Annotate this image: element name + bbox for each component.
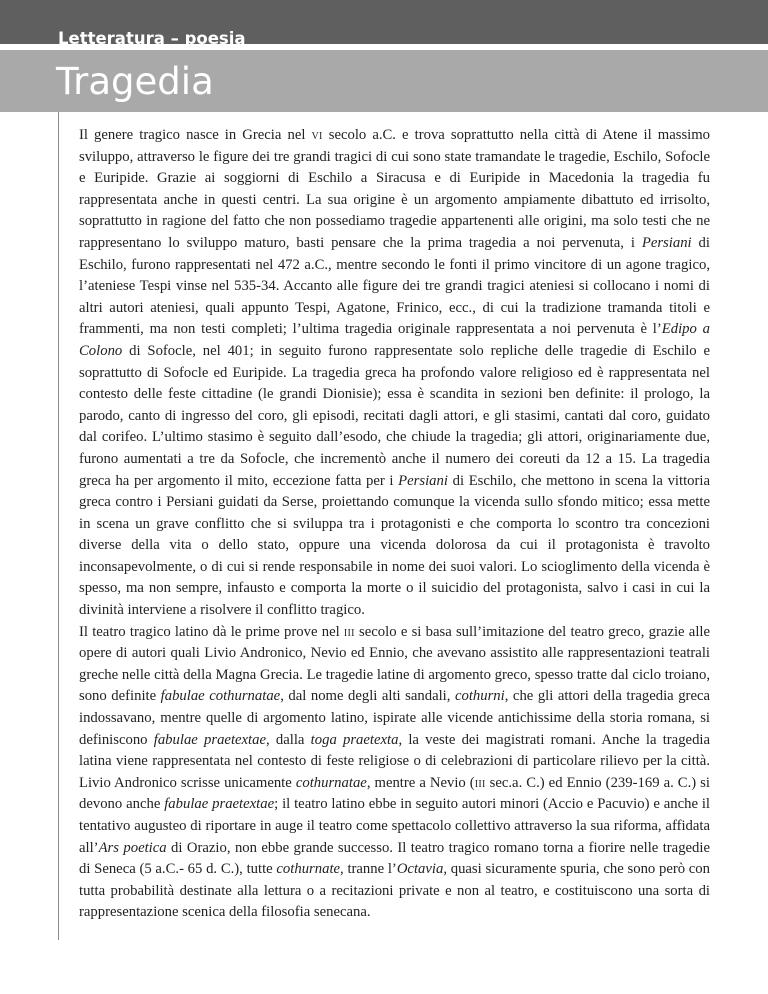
latin-term: fabulae praetextae <box>164 796 275 813</box>
work-title: Edipo a Colono <box>79 321 710 359</box>
roman-numeral: iii <box>343 623 355 640</box>
work-title: Octavia <box>396 861 444 878</box>
roman-numeral: iii <box>474 774 486 791</box>
latin-term: fabulae cothurnatae <box>160 688 281 705</box>
text-run: , che gli attori della tragedia greca indossavano, mentre quelle di argomento latino, ispirate alle vicende antichissime della storia romana, si definiscono <box>79 688 711 748</box>
paragraph-latin-tragedy <box>79 622 710 924</box>
left-margin-rule <box>58 112 59 940</box>
text-run: di Eschilo, che mettono in scena la vittoria greca contro i Persiani guidati da Serse, proiettando comunque la vicenda sullo sfondo mitico; essa mette in scena un grave conflitto che si sviluppa tra i protagonisti e che comporta lo scontro tra concezioni diverse della vita o dello stato, oppure una vicenda dolorosa da cui il protagonista è travolto inconsapevolmente, o di cui si rende responsabile in nome dei suoi valori. Lo scioglimento della vicenda è spesso, ma non sempre, infausto e comporta la morte o il suicidio del protagonista, salvo i casi in cui la divinità interviene a risolvere il conflitto tragico. <box>79 472 710 619</box>
text-run: , la veste dei magistrati romani. Anche la tragedia latina viene rappresentata nel contesto di feste religiose o di celebrazioni di particolare rilievo per la città. Livio Andronico scrisse unicamente <box>79 731 711 791</box>
latin-term: cothurnate <box>276 861 341 878</box>
text-run: ; il teatro latino ebbe in seguito autori minori (Accio e Pacuvio) e anche il tentativo augusteo di riportare in auge il teatro come spettacolo collettivo attraverso la sua riforma, affidata all’ <box>79 796 710 856</box>
work-title: Persiani <box>641 234 692 251</box>
text-run: , dal nome degli alti sandali, <box>280 688 455 705</box>
text-run: , mentre a Nevio ( <box>366 774 475 791</box>
latin-term: fabulae praetextae <box>153 731 267 748</box>
text-run: di Sofocle, nel 401; in seguito furono rappresentate solo repliche delle tragedie di Eschilo e soprattutto di Sofocle ed Euripide. La tragedia greca ha profondo valore religioso ed è rappresentata nel contesto delle feste cittadine (le grandi Dionisie); essa è scandita in sezioni ben definite: il prologo, la parodo, canto di ingresso del coro, gli episodi, recitati dagli attori, e gli stasimi, cantati dal coro, guidato dal corifeo. L’ultimo stasimo è seguito dall’esodo, che chiude la tragedia; gli attori, originariamente due, furono aumentati a tre da Sofocle, che incrementò anche il numero dei coreuti da 12 a 15. La tragedia greca ha per argomento il mito, eccezione fatta per i <box>79 342 710 489</box>
text-run: secolo a.C. e trova soprattutto nella città di Atene il massimo sviluppo, attraverso le figure dei tre grandi tragici di cui sono state tramandate le tragedie, Eschilo, Sofocle e Euripide. Grazie ai soggiorni di Eschilo a Siracusa e di Euripide in Macedonia la tragedia fu rappresentata anche in questi centri. La sua origine è un argomento ampiamente dibattuto ed irrisolto, soprattutto in ragione del fatto che non possediamo tragedie appartenenti alle origini, ma solo testi che ne rappresentano lo sviluppo maturo, basti pensare che la prima tragedia a noi pervenuta, i <box>79 127 711 251</box>
article-body <box>79 125 710 924</box>
latin-term: cothurnatae <box>295 774 367 791</box>
work-title: Ars poetica <box>98 839 167 856</box>
text-run: Il teatro tragico latino dà le prime prove nel <box>79 623 344 640</box>
text-run: , tranne l’ <box>340 861 397 878</box>
page-title: Tragedia <box>56 60 214 103</box>
latin-term: cothurni <box>454 688 505 705</box>
latin-term: toga praetexta <box>310 731 399 748</box>
text-run: di Orazio, non ebbe grande successo. Il teatro tragico romano torna a fiorire nelle tragedie di Seneca (5 a.C.- 65 d. C.), tutte <box>79 839 711 878</box>
paragraph-greek-tragedy <box>79 125 710 622</box>
section-label: Letteratura – poesia <box>58 29 246 48</box>
text-run: sec.a. C.) ed Ennio (239-169 a. C.) si devono anche <box>79 774 710 813</box>
text-run: di Eschilo, furono rappresentati nel 472 a.C., mentre secondo le fonti il primo vincitore di un agone tragico, l’ateniese Tespi vinse nel 535-34. Accanto alle figure dei tre grandi tragici ateniesi si collocano i nomi di altri autori ateniesi, quali appunto Tespi, Agatone, Frinico, ecc., di cui la tradizione tramanda titoli e frammenti, ma non testi completi; l’ultima tragedia originale rappresentata a noi pervenuta è l’ <box>79 234 710 338</box>
text-run: Il genere tragico nasce in Grecia nel <box>79 127 312 143</box>
text-run: , quasi sicuramente spuria, che sono però con tutta probabilità destinate alla lettura o a recitazioni private e non al teatro, e costituiscono una sorta di rappresentazione scenica della filosofia senecana. <box>79 861 710 921</box>
work-title: Persiani <box>398 472 448 489</box>
text-run: secolo e si basa sull’imitazione del teatro greco, grazie alle opere di autori quali Livio Andronico, Nevio ed Ennio, che avevano assistito alle rappresentazioni teatrali greche nelle città della Magna Grecia. Le tragedie latine di argomento greco, spesso tratte dal ciclo troiano, sono definite <box>79 623 710 705</box>
roman-numeral: vi <box>311 127 323 143</box>
text-run: , dalla <box>266 731 311 748</box>
